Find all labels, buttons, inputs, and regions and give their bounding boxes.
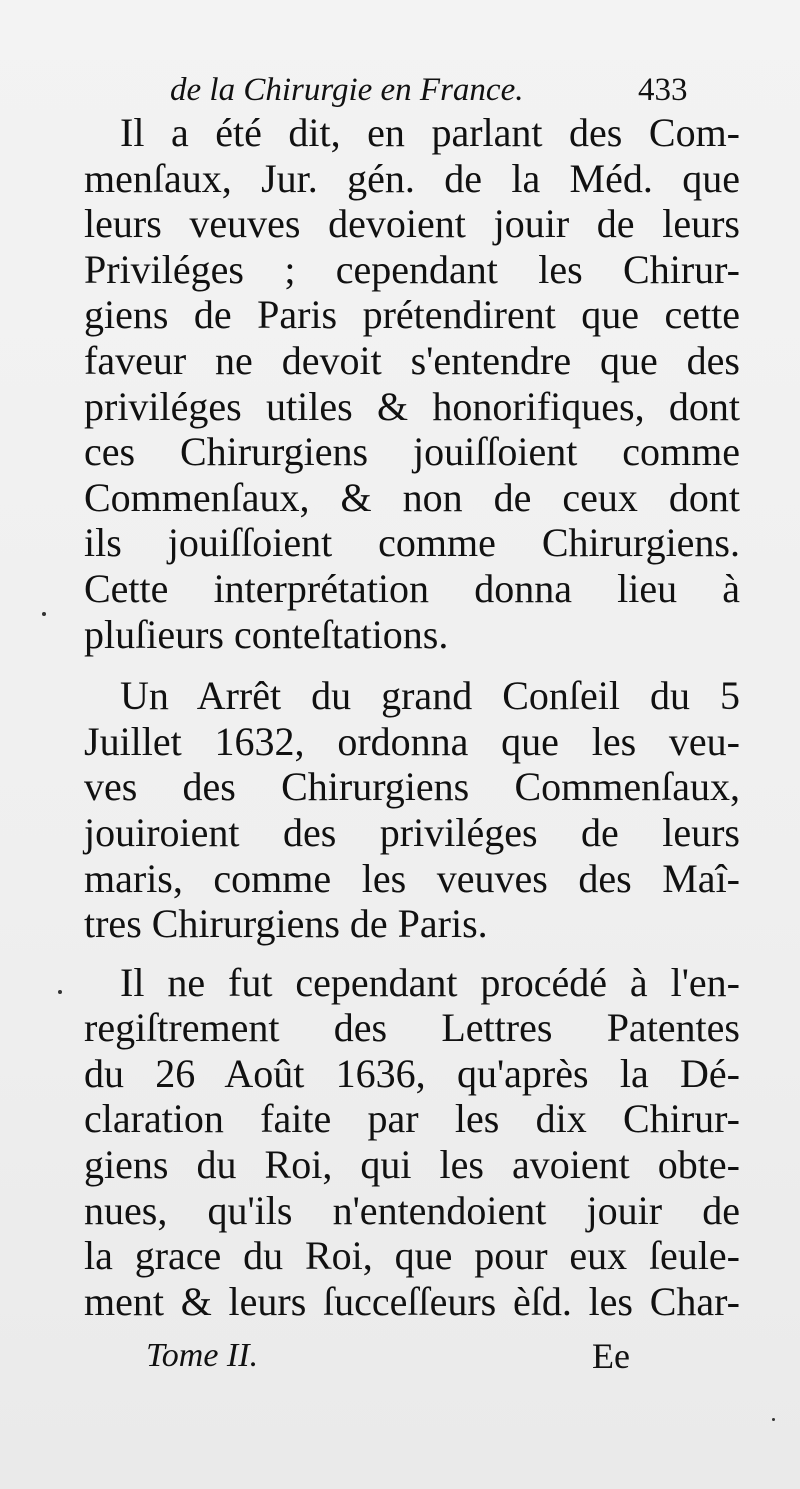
text-line: faveur ne devoit s'entendre que des	[84, 337, 740, 383]
text-line: menſaux, Jur. gén. de la Méd. que	[84, 155, 740, 201]
page-footer	[146, 1334, 656, 1378]
paragraph-2	[84, 673, 740, 947]
text-line: tres Chirurgiens de Paris.	[84, 901, 488, 947]
text-line: giens de Paris prétendirent que cette	[84, 292, 740, 338]
text-line: Juillet 1632, ordonna que les veu-	[84, 718, 740, 764]
text-line: du 26 Août 1636, qu'après la Dé-	[84, 1050, 740, 1096]
text-line: Cette interprétation donna lieu à	[84, 565, 740, 611]
text-line: nues, qu'ils n'entendoient jouir de	[84, 1187, 740, 1233]
text-line: ves des Chirurgiens Commenſaux,	[84, 764, 740, 810]
paragraph-3	[84, 960, 740, 1325]
text-line: la grace du Roi, que pour eux ſeule-	[84, 1233, 740, 1279]
text-line: Il ne fut cependant procédé à l'en-	[120, 959, 740, 1005]
text-line: maris, comme les veuves des Maî-	[84, 855, 740, 901]
text-line: pluſieurs conteſtations.	[84, 611, 449, 657]
ink-speck	[772, 1418, 775, 1421]
page-number: 433	[638, 72, 688, 108]
volume-label: Tome II.	[146, 1337, 259, 1374]
ink-speck	[42, 612, 46, 616]
text-line: regiſtrement des Lettres Patentes	[84, 1005, 740, 1051]
text-line: Il a été dit, en parlant des Com-	[120, 110, 740, 155]
text-line: ils jouiſſoient comme Chirurgiens.	[84, 520, 740, 566]
text-line: giens du Roi, qui les avoient obte-	[84, 1142, 740, 1188]
paragraph-1	[84, 110, 740, 657]
text-line: Un Arrêt du grand Conſeil du 5	[120, 673, 740, 719]
text-line: claration faite par les dix Chirur-	[84, 1096, 740, 1142]
body-text	[84, 110, 740, 1324]
text-line: ment & leurs ſucceſſeurs èſd. les Char-	[84, 1278, 740, 1324]
running-title: de la Chirurgie en France.	[170, 72, 524, 108]
running-header	[170, 70, 750, 110]
text-line: jouiroient des priviléges de leurs	[84, 809, 740, 855]
text-line: Priviléges ; cependant les Chirur-	[84, 246, 740, 292]
text-line: ces Chirurgiens jouiſſoient comme	[84, 429, 740, 475]
signature-mark: Ee	[592, 1336, 630, 1376]
text-line: leurs veuves devoient jouir de leurs	[84, 201, 740, 247]
ink-speck	[58, 990, 62, 994]
text-line: Commenſaux, & non de ceux dont	[84, 474, 740, 520]
text-line: priviléges utiles & honorifiques, dont	[84, 383, 740, 429]
